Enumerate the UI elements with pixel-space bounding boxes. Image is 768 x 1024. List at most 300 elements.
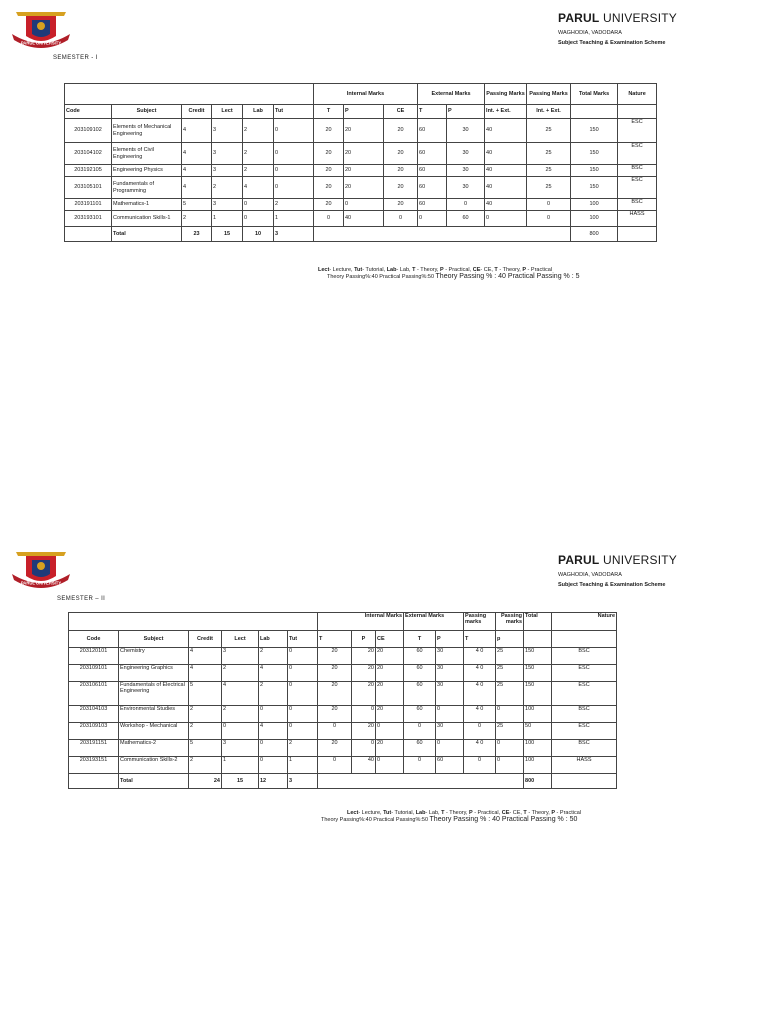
cell-int-ce: 20: [376, 648, 404, 665]
cell-int-t: 0: [314, 211, 344, 227]
col-header-tut: Tut: [288, 631, 318, 648]
cell-passing-t: 4 0: [464, 682, 496, 706]
col-header-int-ce: CE: [376, 631, 404, 648]
cell-nature: ESC: [618, 143, 657, 165]
cell-int-p: 20: [344, 165, 384, 177]
cell-credit: 4: [182, 119, 212, 143]
cell-subject: Fundamentals of Electrical Engineering: [119, 682, 189, 706]
total-blank: [314, 227, 571, 242]
cell-ext-p: 30: [436, 665, 464, 682]
cell-passing-t: 4 0: [464, 648, 496, 665]
cell-code: 203191101: [65, 199, 112, 211]
legend-part: Tut: [354, 267, 363, 273]
cell-lab: 2: [259, 648, 288, 665]
legend-passing: [321, 816, 581, 823]
cell-code: 203191151: [69, 740, 119, 757]
cell-credit: 5: [182, 199, 212, 211]
cell-passing-t: 40: [485, 143, 527, 165]
legend-part: - Theory,: [526, 810, 552, 816]
cell-passing-t: 4 0: [464, 740, 496, 757]
cell-lab: 2: [243, 119, 274, 143]
nature-header: Nature: [552, 613, 617, 631]
cell-passing-t: 4 0: [464, 706, 496, 723]
cell-ext-p: 30: [447, 143, 485, 165]
legend-part: - Theory,: [415, 267, 440, 273]
university-name-rest: UNIVERSITY: [599, 553, 677, 567]
passing-marks-header: Passing Marks: [485, 84, 527, 105]
cell-tut: 0: [274, 119, 314, 143]
cell-int-p: 20: [344, 143, 384, 165]
external-marks-header: External Marks: [418, 84, 485, 105]
legend-part: P: [440, 267, 444, 273]
col-header-total: [524, 631, 552, 648]
cell-credit: 4: [182, 177, 212, 199]
legend: [318, 267, 580, 280]
cell-lect: 3: [212, 165, 243, 177]
cell-credit: 4: [189, 665, 222, 682]
column-header-row: [65, 105, 657, 119]
university-header: [558, 553, 677, 588]
cell-int-p: 0: [352, 740, 376, 757]
cell-passing-t: 40: [485, 177, 527, 199]
semester-2-section: [0, 540, 768, 840]
legend-part: - Tutorial,: [362, 267, 387, 273]
legend-passing-small: Theory Passing%:40 Practical Passing%:50: [321, 817, 430, 823]
semester-2-table: [68, 612, 617, 789]
cell-int-ce: 20: [376, 706, 404, 723]
cell-int-p: 0: [344, 199, 384, 211]
cell-int-p: 20: [352, 723, 376, 740]
cell-int-p: 0: [352, 706, 376, 723]
cell-int-t: 20: [314, 165, 344, 177]
cell-nature: ESC: [552, 665, 617, 682]
table-row: [69, 706, 617, 723]
cell-total: 100: [571, 211, 618, 227]
total-blank: [318, 774, 524, 789]
cell-int-p: 20: [352, 648, 376, 665]
cell-ext-t: 0: [404, 723, 436, 740]
university-logo: [8, 8, 74, 52]
passing-marks-header: Passing marks: [496, 613, 524, 631]
legend-part: T: [523, 810, 527, 816]
legend-part: - Practical,: [472, 810, 502, 816]
cell-subject: Communication Skills-1: [112, 211, 182, 227]
cell-lab: 4: [259, 665, 288, 682]
cell-lect: 3: [222, 648, 259, 665]
legend: [321, 810, 581, 823]
nature-header: Nature: [618, 84, 657, 105]
cell-lect: 3: [212, 143, 243, 165]
cell-nature: HASS: [552, 757, 617, 774]
cell-int-t: 0: [318, 757, 352, 774]
cell-ext-p: 30: [447, 177, 485, 199]
total-marks: 800: [571, 227, 618, 242]
cell-ext-p: 0: [447, 199, 485, 211]
legend-part: - Lab,: [396, 267, 413, 273]
cell-ext-t: 60: [418, 199, 447, 211]
col-header-code: Code: [69, 631, 119, 648]
cell-lab: 2: [243, 143, 274, 165]
cell-passing-p: 25: [527, 177, 571, 199]
cell-int-p: 40: [352, 757, 376, 774]
legend-part: Lect: [347, 810, 359, 816]
semester-1-table: [64, 83, 657, 242]
cell-int-p: 20: [352, 665, 376, 682]
col-header-passing-t: T: [464, 631, 496, 648]
legend-part: - Practical: [555, 810, 582, 816]
cell-total: 150: [571, 119, 618, 143]
legend-part: - Theory,: [497, 267, 523, 273]
cell-passing-p: 25: [527, 165, 571, 177]
cell-lect: 2: [222, 706, 259, 723]
cell-int-t: 20: [314, 199, 344, 211]
col-header-int-t: T: [314, 105, 344, 119]
cell-int-t: 20: [318, 706, 352, 723]
cell-lab: 0: [259, 706, 288, 723]
cell-ext-p: 30: [436, 682, 464, 706]
semester-label: SEMESTER - I: [53, 55, 98, 61]
col-header-ext-p: P: [436, 631, 464, 648]
cell-int-t: 20: [314, 177, 344, 199]
cell-passing-p: 25: [496, 648, 524, 665]
cell-int-ce: 20: [384, 199, 418, 211]
cell-int-t: 0: [318, 723, 352, 740]
cell-code: 203104102: [65, 143, 112, 165]
cell-code: 203109103: [69, 723, 119, 740]
total-lect: 15: [212, 227, 243, 242]
cell-lab: 2: [259, 682, 288, 706]
cell-passing-t: 40: [485, 119, 527, 143]
cell-int-ce: 20: [384, 119, 418, 143]
col-header-lab: Lab: [259, 631, 288, 648]
cell-passing-p: 25: [496, 723, 524, 740]
cell-credit: 2: [182, 211, 212, 227]
cell-lab: 0: [259, 740, 288, 757]
table-row: [69, 648, 617, 665]
table-row: [65, 199, 657, 211]
cell-total: 50: [524, 723, 552, 740]
cell-tut: 0: [288, 682, 318, 706]
cell-tut: 1: [274, 211, 314, 227]
legend-part: - Tutorial,: [391, 810, 416, 816]
cell-lect: 1: [222, 757, 259, 774]
cell-credit: 4: [189, 648, 222, 665]
legend-part: - CE,: [509, 810, 524, 816]
cell-total: 150: [571, 165, 618, 177]
total-lab: 10: [243, 227, 274, 242]
cell-nature: HASS: [618, 211, 657, 227]
cell-nature: ESC: [552, 682, 617, 706]
legend-passing-large: Theory Passing % : 40 Practical Passing % : 50: [429, 816, 578, 823]
cell-passing-p: 0: [496, 740, 524, 757]
cell-tut: 0: [288, 706, 318, 723]
legend-part: P: [551, 810, 556, 816]
cell-int-p: 20: [344, 119, 384, 143]
cell-code: 203192105: [65, 165, 112, 177]
group-header-blank: [69, 613, 318, 631]
cell-total: 100: [524, 706, 552, 723]
total-label: Total: [119, 774, 189, 789]
cell-tut: 0: [288, 648, 318, 665]
cell-lect: 3: [212, 199, 243, 211]
col-header-credit: Credit: [189, 631, 222, 648]
cell-ext-t: 0: [418, 211, 447, 227]
cell-tut: 2: [274, 199, 314, 211]
legend-part: - Lecture,: [329, 267, 355, 273]
cell-int-t: 20: [318, 648, 352, 665]
cell-int-ce: 20: [376, 682, 404, 706]
cell-passing-t: 0: [464, 723, 496, 740]
table-row: [65, 119, 657, 143]
cell-ext-p: 60: [436, 757, 464, 774]
cell-subject: Mathematics-2: [119, 740, 189, 757]
cell-tut: 0: [288, 723, 318, 740]
semester-label: SEMESTER – II: [57, 596, 106, 602]
cell-nature: BSC: [552, 740, 617, 757]
col-header-subject: Subject: [119, 631, 189, 648]
col-header-nature: [618, 105, 657, 119]
cell-int-t: 20: [318, 740, 352, 757]
cell-ext-p: 60: [447, 211, 485, 227]
cell-code: 203104103: [69, 706, 119, 723]
cell-int-ce: 0: [384, 211, 418, 227]
cell-int-t: 20: [314, 119, 344, 143]
cell-total: 150: [524, 665, 552, 682]
legend-part: T: [494, 267, 498, 273]
col-header-ext-t: T: [404, 631, 436, 648]
col-header-total: [571, 105, 618, 119]
cell-lect: 0: [222, 723, 259, 740]
legend-part: T: [412, 267, 416, 273]
university-name-rest: UNIVERSITY: [599, 11, 677, 25]
passing-marks-header: Passing Marks: [527, 84, 571, 105]
legend-part: - Practical,: [443, 267, 473, 273]
legend-passing-large: Theory Passing % : 40 Practical Passing % : 5: [435, 273, 580, 280]
cell-nature: BSC: [552, 648, 617, 665]
total-tut: 3: [274, 227, 314, 242]
cell-int-ce: 20: [384, 143, 418, 165]
cell-ext-p: 30: [436, 723, 464, 740]
total-label: Total: [112, 227, 182, 242]
total-marks: 800: [524, 774, 552, 789]
logo-wordmark: PARUL UNIVERSITY: [20, 580, 62, 586]
col-header-tut: Tut: [274, 105, 314, 119]
scheme-subtitle: Subject Teaching & Examination Scheme: [558, 582, 666, 588]
cell-passing-p: 25: [527, 119, 571, 143]
legend-part: P: [469, 810, 473, 816]
legend-part: Lab: [415, 810, 426, 816]
university-name: [558, 553, 677, 567]
table-row: [65, 177, 657, 199]
university-address: WAGHODIA, VADODARA: [558, 572, 622, 578]
cell-ext-t: 60: [418, 165, 447, 177]
cell-credit: 2: [189, 706, 222, 723]
cell-credit: 2: [189, 723, 222, 740]
legend-part: CE: [501, 810, 510, 816]
cell-lect: 3: [212, 119, 243, 143]
cell-credit: 4: [182, 143, 212, 165]
cell-lect: 2: [222, 665, 259, 682]
cell-code: 203105101: [65, 177, 112, 199]
legend-part: - CE,: [480, 267, 495, 273]
cell-ext-p: 30: [447, 119, 485, 143]
cell-ext-p: 30: [447, 165, 485, 177]
cell-subject: Mathematics-1: [112, 199, 182, 211]
total-marks-header: Total Marks: [571, 84, 618, 105]
total-blank: [552, 774, 617, 789]
legend-part: P: [522, 267, 527, 273]
university-name: [558, 11, 677, 25]
cell-credit: 5: [189, 682, 222, 706]
university-header: [558, 11, 677, 46]
total-lab: 12: [259, 774, 288, 789]
cell-ext-p: 0: [436, 706, 464, 723]
cell-int-ce: 20: [376, 740, 404, 757]
cell-passing-t: 40: [485, 199, 527, 211]
legend-part: Lect: [318, 267, 330, 273]
passing-marks-header: Passing marks: [464, 613, 496, 631]
cell-int-ce: 20: [384, 165, 418, 177]
legend-part: Tut: [383, 810, 392, 816]
col-header-nature: [552, 631, 617, 648]
cell-ext-t: 60: [418, 143, 447, 165]
col-header-subject: Subject: [112, 105, 182, 119]
cell-tut: 0: [274, 165, 314, 177]
cell-tut: 1: [288, 757, 318, 774]
table-row: [69, 665, 617, 682]
cell-ext-t: 60: [418, 177, 447, 199]
university-name-bold: PARUL: [558, 553, 600, 567]
cell-tut: 2: [288, 740, 318, 757]
cell-passing-t: 0: [485, 211, 527, 227]
cell-nature: ESC: [552, 723, 617, 740]
cell-lab: 0: [243, 199, 274, 211]
col-header-int-t: T: [318, 631, 352, 648]
table-row: [65, 143, 657, 165]
cell-passing-t: 4 0: [464, 665, 496, 682]
cell-nature: BSC: [618, 199, 657, 211]
col-header-ext-p: P: [447, 105, 485, 119]
cell-lect: 1: [212, 211, 243, 227]
legend-passing: [327, 273, 580, 280]
col-header-int-p: P: [352, 631, 376, 648]
cell-passing-p: 0: [527, 211, 571, 227]
cell-int-ce: 20: [384, 177, 418, 199]
table-row: [65, 211, 657, 227]
cell-code: 203106101: [69, 682, 119, 706]
col-header-passing-p: p: [496, 631, 524, 648]
table-row: [69, 723, 617, 740]
legend-part: CE: [472, 267, 481, 273]
cell-total: 150: [571, 143, 618, 165]
cell-tut: 0: [274, 143, 314, 165]
table-row: [69, 757, 617, 774]
legend-part: - Theory,: [444, 810, 469, 816]
total-credit: 23: [182, 227, 212, 242]
cell-ext-p: 30: [436, 648, 464, 665]
total-tut: 3: [288, 774, 318, 789]
cell-lect: 2: [212, 177, 243, 199]
cell-passing-p: 0: [496, 757, 524, 774]
cell-int-t: 20: [314, 143, 344, 165]
cell-passing-p: 25: [527, 143, 571, 165]
cell-subject: Engineering Graphics: [119, 665, 189, 682]
cell-int-ce: 20: [376, 665, 404, 682]
cell-tut: 0: [288, 665, 318, 682]
cell-subject: Elements of Civil Engineering: [112, 143, 182, 165]
cell-int-p: 20: [352, 682, 376, 706]
cell-ext-p: 0: [436, 740, 464, 757]
cell-subject: Environmental Studies: [119, 706, 189, 723]
col-header-int-ce: CE: [384, 105, 418, 119]
cell-passing-t: 40: [485, 165, 527, 177]
legend-part: T: [441, 810, 445, 816]
total-marks-header: Total: [524, 613, 552, 631]
cell-lab: 2: [243, 165, 274, 177]
total-row: [69, 774, 617, 789]
cell-ext-t: 60: [404, 740, 436, 757]
semester-1-section: [0, 0, 768, 300]
cell-total: 100: [524, 757, 552, 774]
cell-credit: 5: [189, 740, 222, 757]
internal-marks-header: Internal Marks: [318, 613, 404, 631]
cell-total: 150: [524, 682, 552, 706]
table-row: [65, 165, 657, 177]
column-header-row: [69, 631, 617, 648]
cell-int-p: 20: [344, 177, 384, 199]
cell-code: 203109102: [65, 119, 112, 143]
legend-part: - Lecture,: [358, 810, 384, 816]
cell-nature: BSC: [552, 706, 617, 723]
scheme-subtitle: Subject Teaching & Examination Scheme: [558, 40, 666, 46]
cell-subject: Engineering Physics: [112, 165, 182, 177]
legend-part: - Lab,: [425, 810, 442, 816]
cell-passing-p: 0: [527, 199, 571, 211]
cell-ext-t: 0: [404, 757, 436, 774]
total-lect: 15: [222, 774, 259, 789]
logo-wordmark: PARUL UNIVERSITY: [20, 40, 62, 46]
legend-passing-small: Theory Passing%:40 Practical Passing%:50: [327, 274, 436, 280]
total-blank: [69, 774, 119, 789]
cell-ext-t: 60: [404, 648, 436, 665]
total-row: [65, 227, 657, 242]
cell-int-t: 20: [318, 682, 352, 706]
cell-total: 100: [524, 740, 552, 757]
group-header-blank: [65, 84, 314, 105]
cell-int-t: 20: [318, 665, 352, 682]
group-header-row: [65, 84, 657, 105]
external-marks-header: External Marks: [404, 613, 464, 631]
table-row: [69, 740, 617, 757]
group-header-row: [69, 613, 617, 631]
cell-lect: 4: [222, 682, 259, 706]
cell-total: 150: [524, 648, 552, 665]
cell-int-ce: 0: [376, 757, 404, 774]
cell-lab: 4: [259, 723, 288, 740]
col-header-lect: Lect: [222, 631, 259, 648]
cell-credit: 4: [182, 165, 212, 177]
cell-lab: 0: [259, 757, 288, 774]
cell-nature: BSC: [618, 165, 657, 177]
internal-marks-header: Internal Marks: [314, 84, 418, 105]
cell-lab: 0: [243, 211, 274, 227]
cell-total: 100: [571, 199, 618, 211]
cell-ext-t: 60: [418, 119, 447, 143]
cell-nature: ESC: [618, 177, 657, 199]
university-address: WAGHODIA, VADODARA: [558, 30, 622, 36]
cell-passing-p: 0: [496, 706, 524, 723]
cell-subject: Communication Skills-2: [119, 757, 189, 774]
